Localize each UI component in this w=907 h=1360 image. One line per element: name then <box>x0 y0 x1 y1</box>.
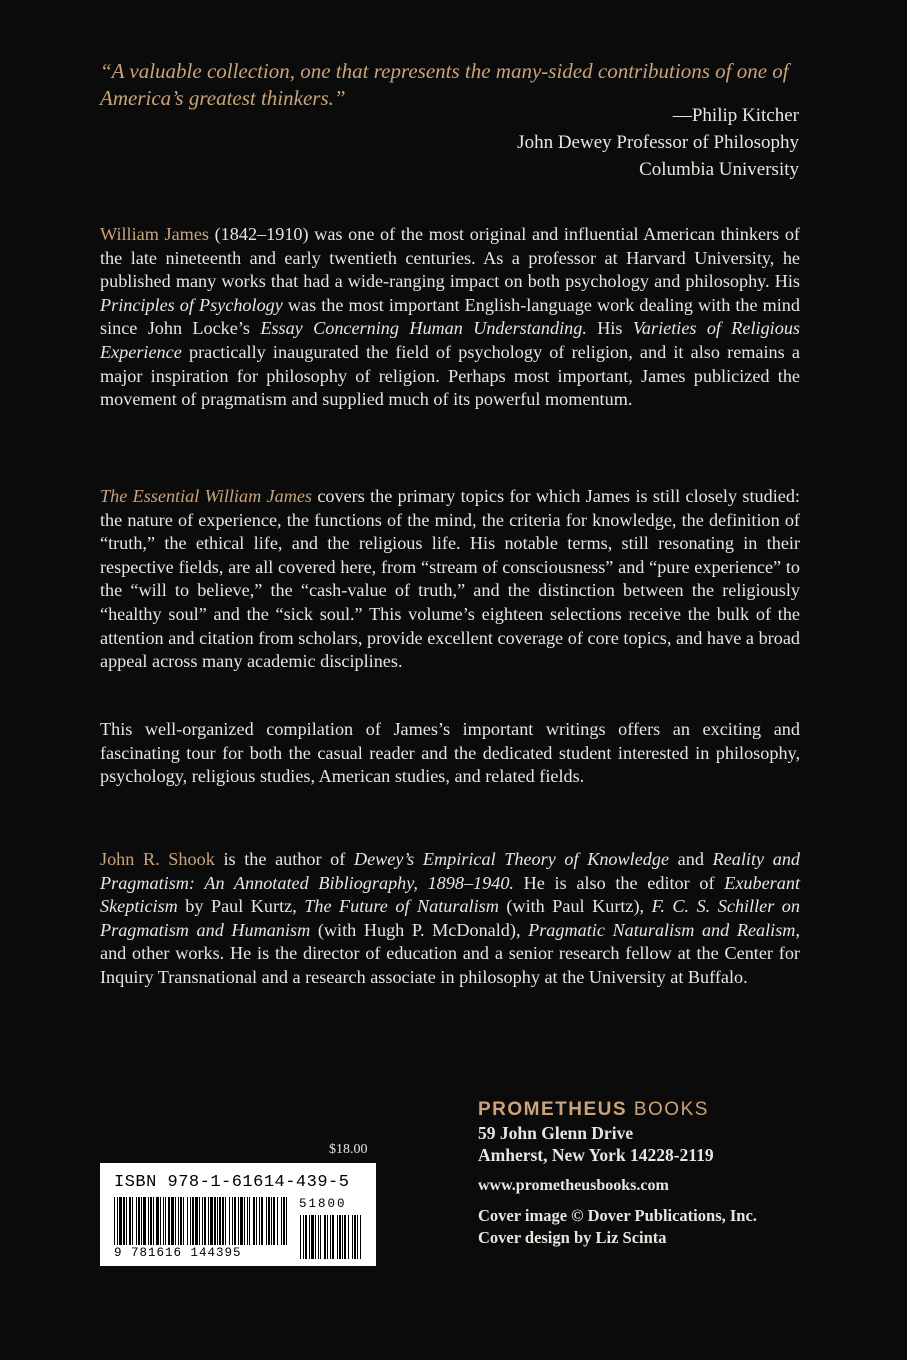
attribution-title: John Dewey Professor of Philosophy <box>517 132 799 153</box>
book-title-highlight: The Essential William James <box>100 486 312 506</box>
attribution-affiliation: Columbia University <box>639 159 799 180</box>
publisher-logo <box>478 1098 798 1122</box>
book-title: Exuberant Skepticism <box>100 872 800 917</box>
text-run: (1842–1910) was one of the most original and influential American thinkers of the late nineteenth and early twentieth centuries. As a professor at Harvard University, he published many works that had a wide-ranging impact on both psychology and philosophy. His <box>100 224 800 292</box>
text-run: and <box>669 849 713 869</box>
book-description-paragraph <box>100 485 800 674</box>
text-run: (with Hugh P. McDonald), <box>310 919 529 940</box>
cover-design-credit: Cover design by Liz Scinta <box>478 1228 667 1247</box>
ean-digits: 9 781616 144395 <box>114 1246 242 1260</box>
blurb-attribution <box>517 102 799 183</box>
blurb-quote: “A valuable collection, one that represents the many-sided contributions of one of America’s greatest thinkers.” <box>100 59 789 110</box>
text-run: practically inaugurated the field of psychology of religion, and it also remains a major inspiration for philosophy of religion. Perhaps most important, James publicized the movement of pragmatism and supplied much of its powerful momentum. <box>100 341 800 410</box>
publisher-name-bold: PROMETHEUS <box>478 1099 628 1120</box>
text-run: His <box>586 318 633 339</box>
addon-digits: 51800 <box>299 1197 347 1211</box>
editor-bio-paragraph <box>100 848 800 990</box>
publisher-name-light: BOOKS <box>627 1099 709 1120</box>
attribution-name: —Philip Kitcher <box>672 105 799 126</box>
cover-credits <box>478 1205 798 1249</box>
book-title: Pragmatic Naturalism and Realism <box>528 919 796 940</box>
isbn-text: ISBN 978-1-61614-439-5 <box>114 1173 350 1192</box>
publisher-block <box>478 1098 798 1249</box>
book-title: Essay Concerning Human Understanding. <box>260 318 587 339</box>
text-run: He is also the editor of <box>513 872 725 893</box>
author-bio-paragraph <box>100 223 800 412</box>
barcode-label <box>100 1163 376 1266</box>
text-run: was the most important English-language work dealing with the mind since John Locke’s <box>100 294 800 339</box>
publisher-address-line2: Amherst, New York 14228-2119 <box>478 1145 714 1165</box>
book-title: Reality and Pragmatism: An Annotated Bibliography, 1898–1940. <box>100 849 801 893</box>
publisher-address-line1: 59 John Glenn Drive <box>478 1123 634 1143</box>
book-title: F. C. S. Schiller on Pragmatism and Humanism <box>100 896 800 940</box>
subject-name: William James <box>100 224 209 244</box>
text-run: covers the primary topics for which James is still closely studied: the nature of experience, the functions of the mind, the criteria for knowledge, the definition of “truth,” the ethical life, and the religious life. His notable terms, still resonating in their respective fields, are all covered here, from “stream of consciousness” and “pure experience” to the “will to believe,” the “cash-value of truth,” and the distinction between the religiously “healthy soul” and the “sick soul.” This volume’s eighteen selections receive the bulk of the attention and citation from scholars, provide excellent coverage of core topics, and have a broad appeal across many academic disciplines. <box>100 486 800 672</box>
audience-paragraph: This well-organized compilation of James’s important writings offers an exciting and fascinating tour for both the casual reader and the dedicated student interested in philosophy, psychology, religious studies, American studies, and related fields. <box>100 719 800 787</box>
book-title: Varieties of Religious Experience <box>100 318 800 362</box>
publisher-website: www.prometheusbooks.com <box>478 1177 669 1194</box>
book-title: Dewey’s Empirical Theory of Knowledge <box>353 849 670 869</box>
book-title: The Future of Naturalism <box>304 896 499 917</box>
cover-image-credit: Cover image © Dover Publications, Inc. <box>478 1206 757 1225</box>
text-run: is the author of <box>214 849 354 869</box>
text-run: by Paul Kurtz, <box>177 896 305 917</box>
text-run: (with Paul Kurtz), <box>498 896 652 917</box>
text-run: , and other works. He is the director of education and a senior research fellow at the Center for Inquiry Transnational and a research associate in philosophy at the University at Buffalo. <box>100 919 800 987</box>
editor-name: John R. Shook <box>100 849 215 869</box>
price-label: $18.00 <box>329 1142 368 1157</box>
book-title: Principles of Psychology <box>100 294 283 315</box>
